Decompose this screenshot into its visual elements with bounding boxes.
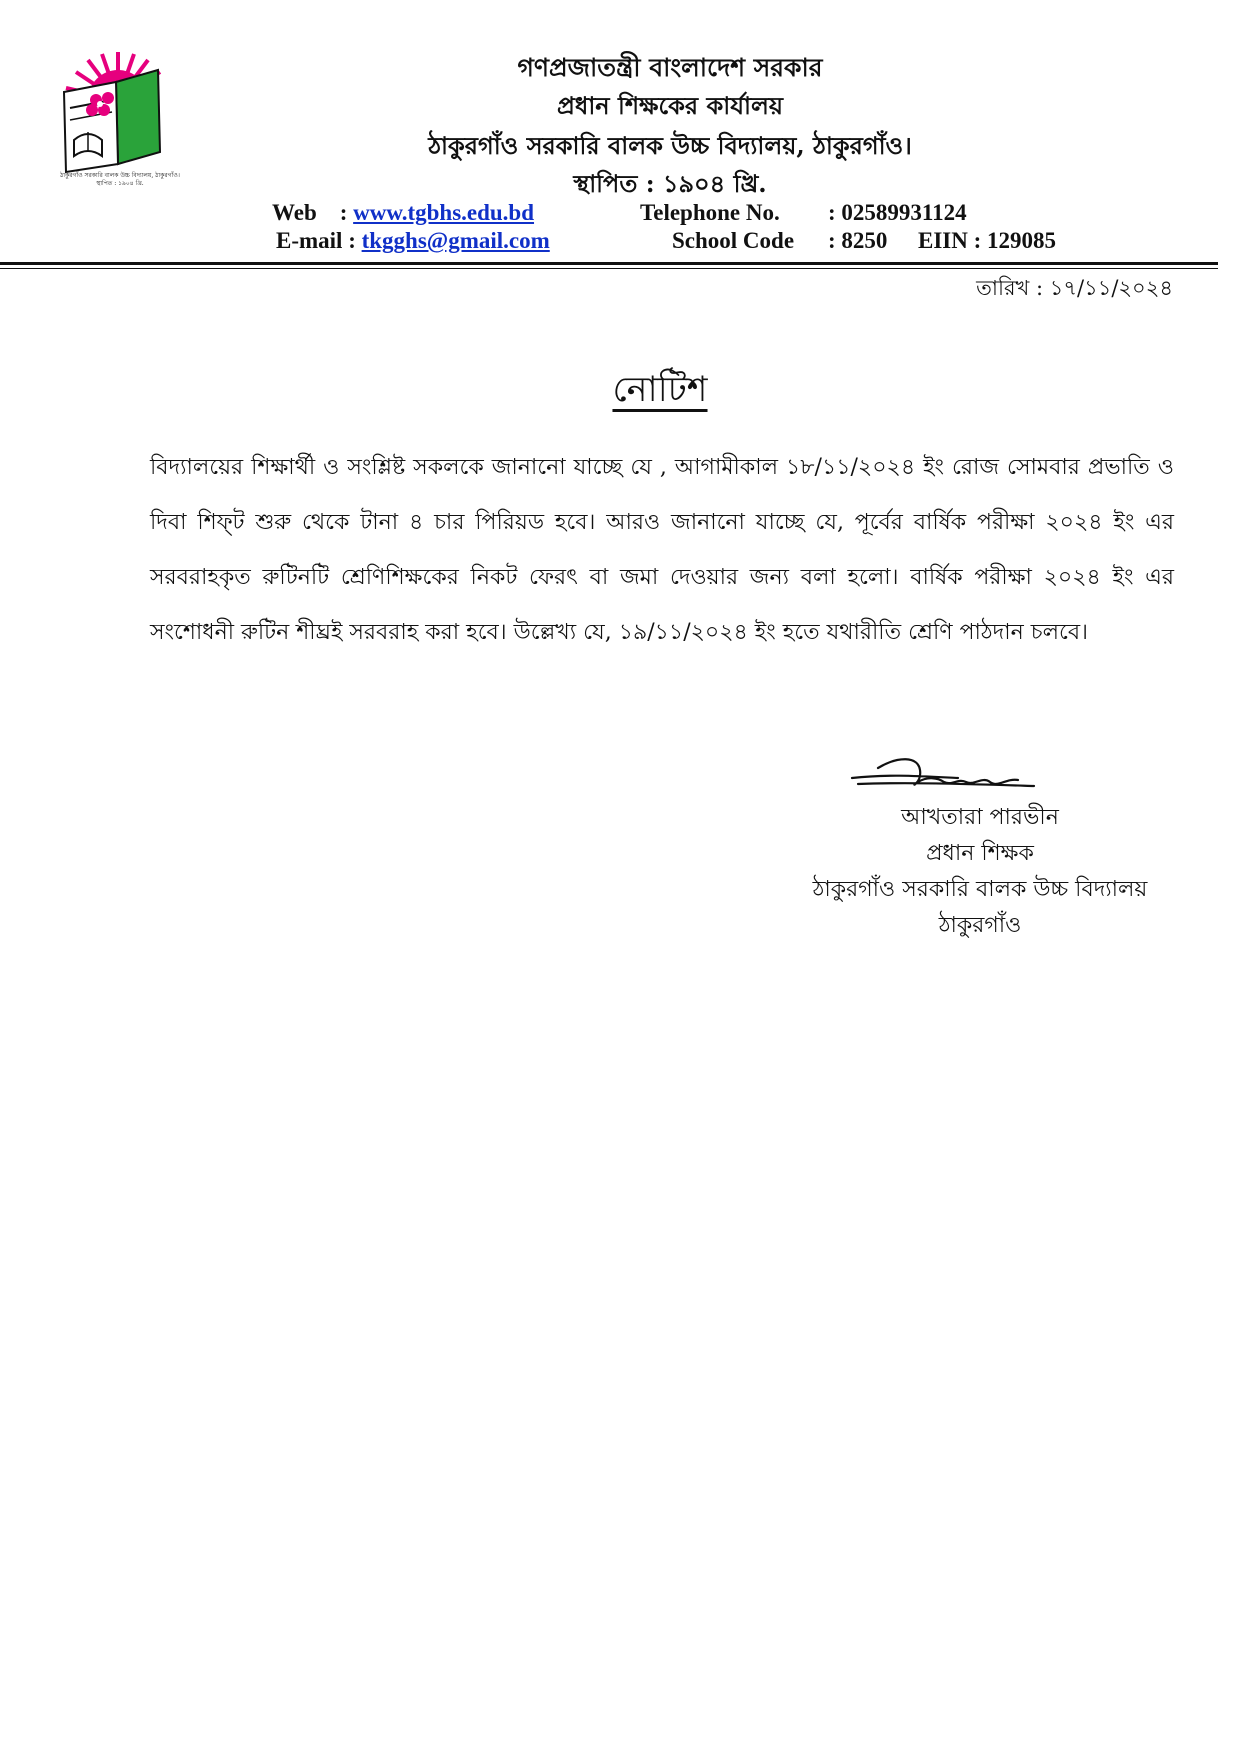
school-code-value: : 8250	[828, 228, 888, 253]
email-row	[276, 228, 550, 254]
signatory-institution: ঠাকুরগাঁও সরকারি বালক উচ্চ বিদ্যালয়	[812, 877, 1148, 902]
web-row	[272, 200, 534, 226]
notice-title	[0, 362, 1241, 421]
website-link[interactable]: www.tgbhs.edu.bd	[353, 200, 535, 225]
logo-caption: ঠাকুরগাঁও সরকারি বালক উচ্চ বিদ্যালয়, ঠাকুরগাঁও। স্থাপিত : ১৯০৪ খ্রি.	[60, 172, 180, 187]
notice-body: বিদ্যালয়ের শিক্ষার্থী ও সংশ্লিষ্ট সকলকে জানানো যাচ্ছে যে , আগামীকাল ১৮/১১/২০২৪ ইং রোজ সোমবার প্রভাতি ও দিবা শিফ্‌ট শুরু থেকে টানা ৪ চার পিরিয়ড হবে। আরও জানানো যাচ্ছে যে, পূর্বের বার্ষিক পরীক্ষা ২০২৪ ইং এর সরবরাহকৃত রুটিনটি শ্রেণিশিক্ষকের নিকট ফেরৎ বা জমা দেওয়ার জন্য বলা হলো। বার্ষিক পরীক্ষা ২০২৪ ইং এর সংশোধনী রুটিন শীঘ্রই সরবরাহ করা হবে। উল্লেখ্য যে, ১৯/১১/২০২৪ ইং হতে যথারীতি শ্রেণি পাঠদান চলবে।	[150, 455, 1174, 645]
handwritten-signature	[848, 748, 1048, 800]
school-name: ঠাকুরগাঁও সরকারি বালক উচ্চ বিদ্যালয়, ঠাকুরগাঁও।	[428, 131, 912, 160]
web-label: Web :	[272, 200, 348, 225]
open-book-icon	[64, 70, 160, 172]
signatory-place: ঠাকুরগাঁও	[938, 913, 1022, 938]
notice-date: তারিখ : ১৭/১১/২০২৪	[976, 276, 1173, 300]
email-label: E-mail :	[276, 228, 356, 253]
phone-value: : 02589931124	[828, 200, 967, 225]
school-code-label: School Code	[672, 228, 795, 253]
signatory-block	[760, 800, 1200, 944]
header-divider-thick	[0, 262, 1218, 265]
signatory-name: আখতারা পারভীন	[901, 805, 1059, 830]
email-link[interactable]: tkgghs@gmail.com	[361, 228, 550, 253]
office-title: প্রধান শিক্ষকের কার্যালয়	[556, 91, 784, 120]
government-title: গণপ্রজাতন্ত্রী বাংলাদেশ সরকার	[517, 53, 823, 82]
established-year: স্থাপিত : ১৯০৪ খ্রি.	[573, 169, 767, 198]
notice-title-text: নোটিশ	[612, 370, 708, 410]
eiin-number: EIIN : 129085	[918, 228, 1057, 253]
signatory-designation: প্রধান শিক্ষক	[926, 841, 1034, 866]
phone-label: Telephone No.	[640, 200, 780, 225]
header-divider-thin	[0, 268, 1218, 269]
